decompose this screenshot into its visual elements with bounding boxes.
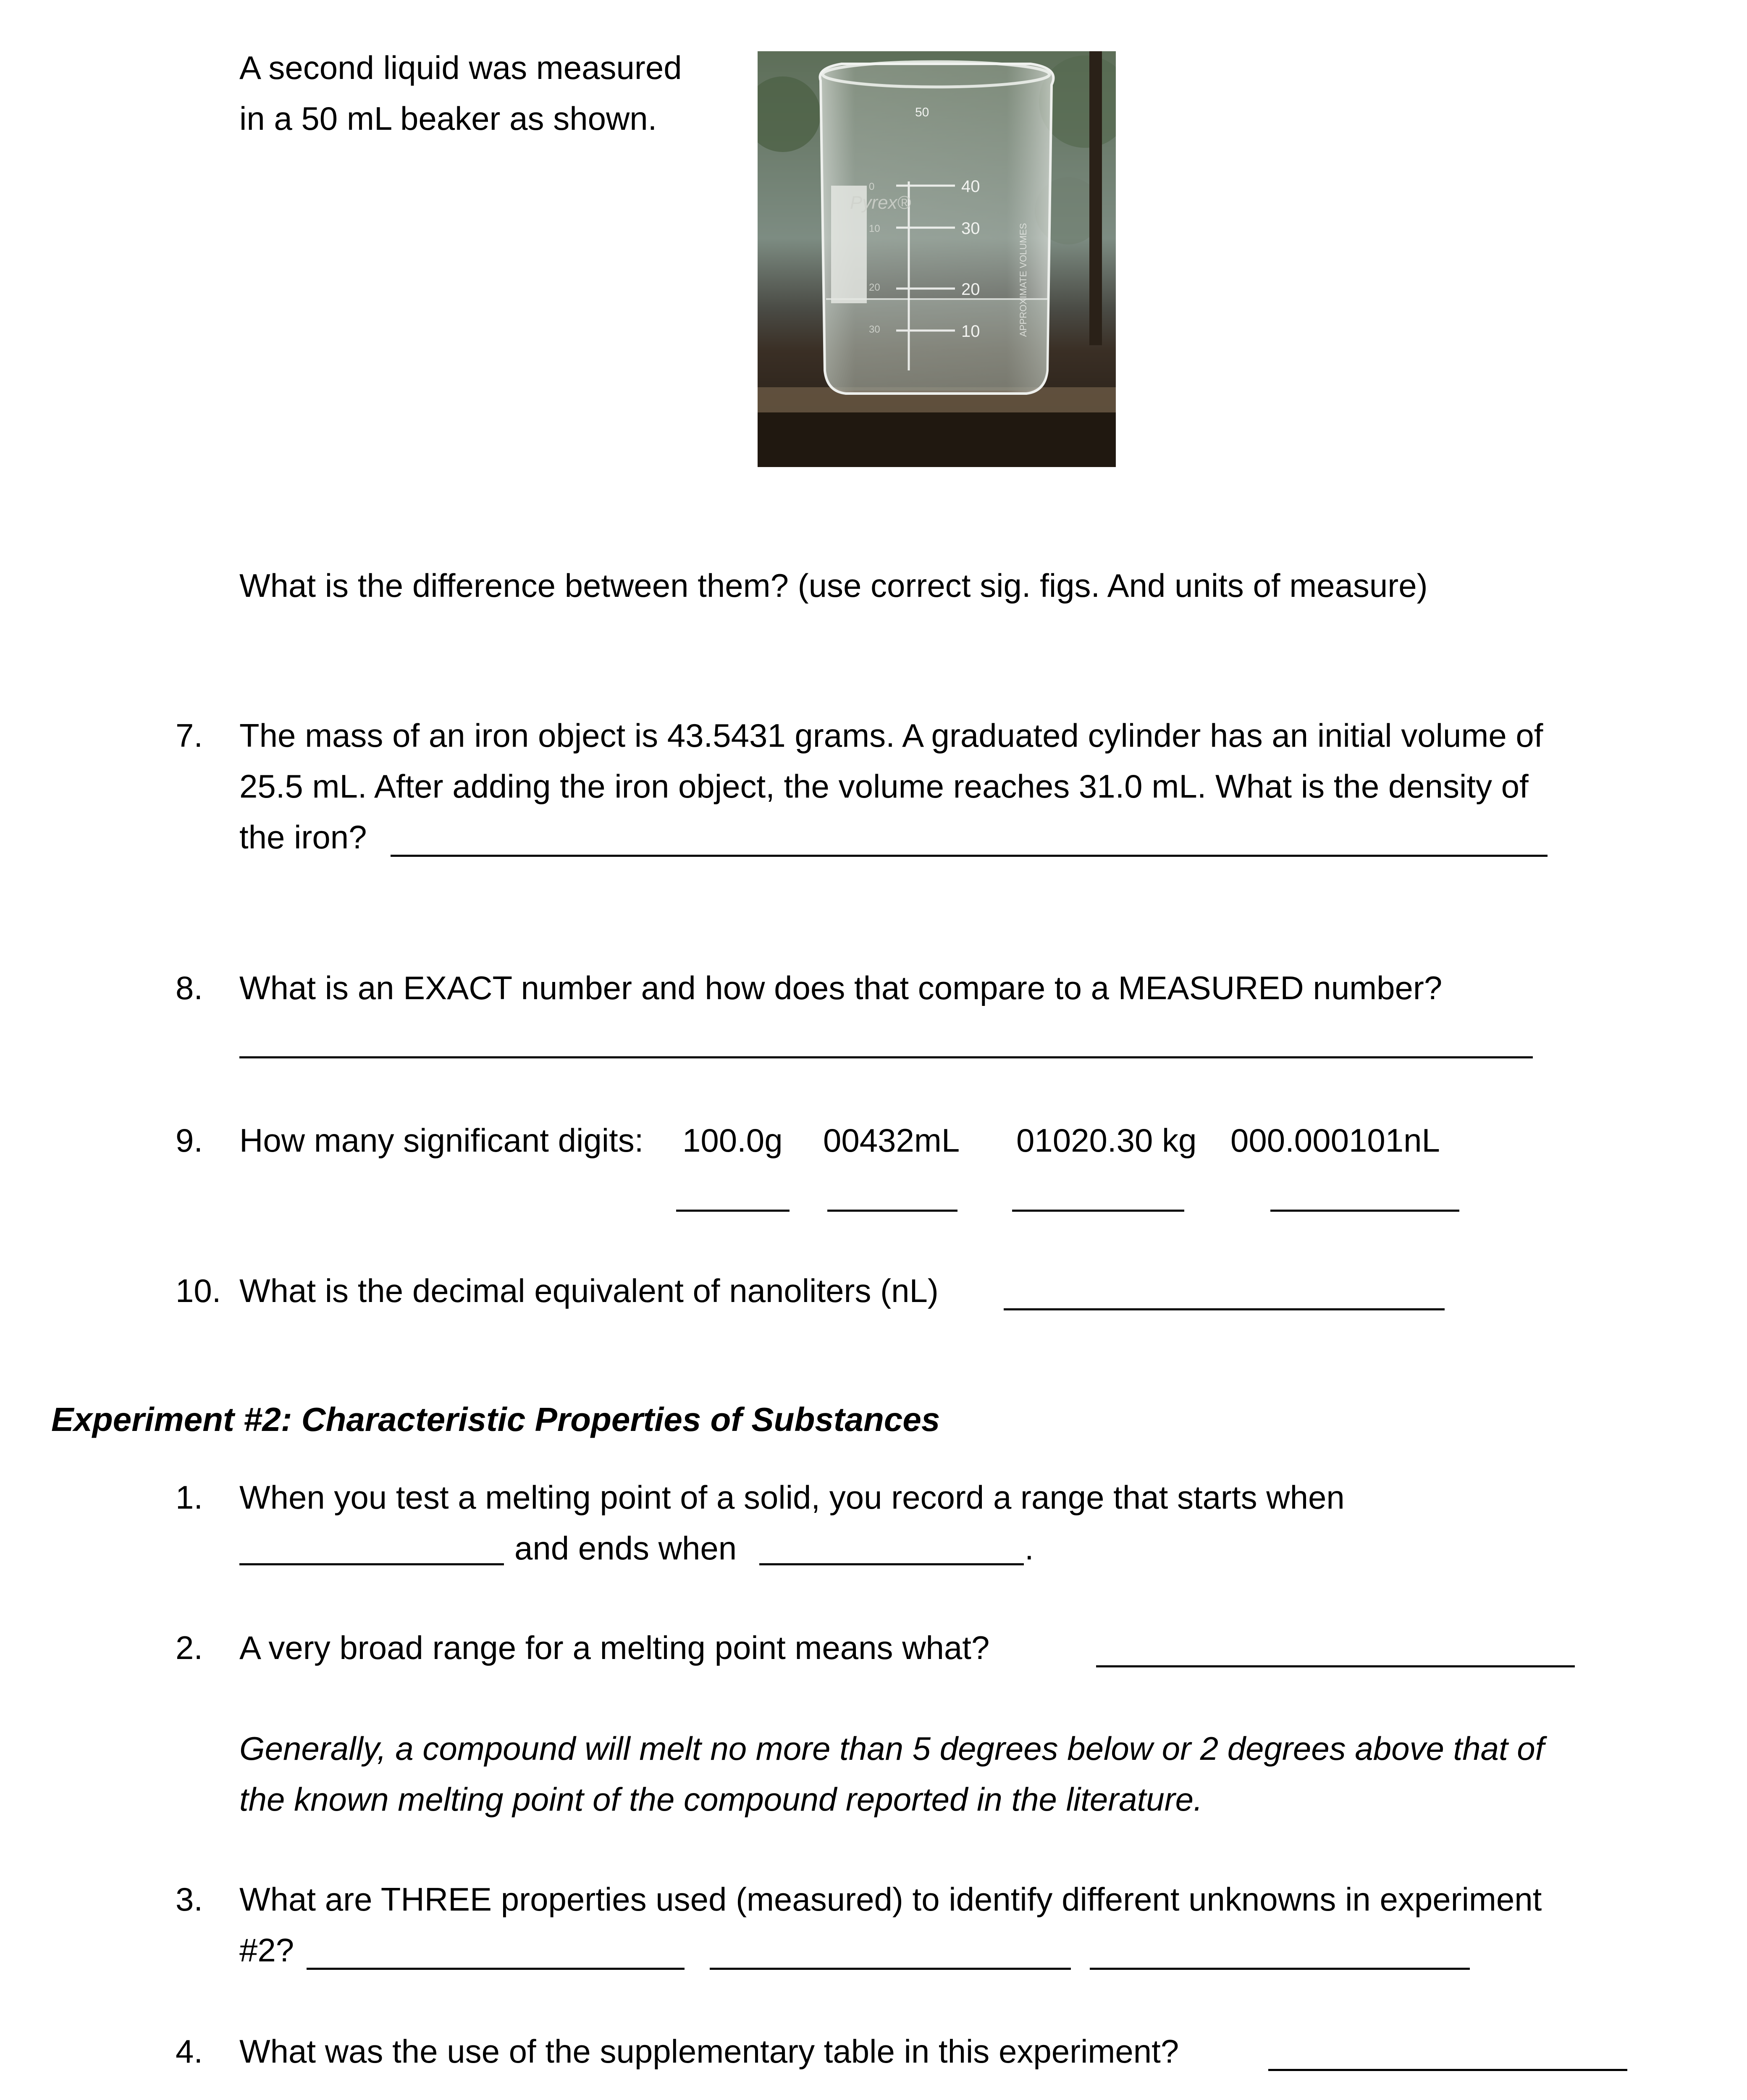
exp2-q3-line-1: What are THREE properties used (measured) to identify different unknowns in experiment bbox=[239, 1881, 1542, 1918]
svg-text:40: 40 bbox=[961, 177, 980, 196]
svg-text:30: 30 bbox=[869, 324, 880, 335]
svg-text:0: 0 bbox=[869, 181, 875, 192]
exp2-q1-period: . bbox=[1025, 1530, 1034, 1567]
svg-text:Pyrex®: Pyrex® bbox=[850, 192, 911, 213]
q9-item-1: 100.0g bbox=[682, 1122, 783, 1159]
svg-text:10: 10 bbox=[961, 322, 980, 341]
q9-answer-blank-3[interactable] bbox=[1012, 1210, 1184, 1212]
melting-point-note-line-1: Generally, a compound will melt no more than 5 degrees below or 2 degrees above that of bbox=[239, 1730, 1545, 1767]
exp2-q3-property-blank-2[interactable] bbox=[710, 1968, 1071, 1970]
svg-text:20: 20 bbox=[869, 282, 880, 293]
svg-text:APPROXIMATE VOLUMES: APPROXIMATE VOLUMES bbox=[1018, 223, 1028, 337]
exp2-q3-line-2: #2? bbox=[239, 1932, 294, 1969]
intro-line-2: in a 50 mL beaker as shown. bbox=[239, 100, 657, 137]
melting-point-note-line-2: the known melting point of the compound reported in the literature. bbox=[239, 1781, 1203, 1818]
exp2-q4-answer-blank[interactable] bbox=[1268, 2069, 1627, 2071]
q7-line-1: The mass of an iron object is 43.5431 grams. A graduated cylinder has an initial volume of bbox=[239, 717, 1543, 754]
exp2-q4-question: What was the use of the supplementary table in this experiment? bbox=[239, 2033, 1179, 2070]
q10-question: What is the decimal equivalent of nanoliters (nL) bbox=[239, 1272, 939, 1309]
q9-item-2: 00432mL bbox=[823, 1122, 960, 1159]
q9-answer-blank-4[interactable] bbox=[1270, 1210, 1459, 1212]
q7-answer-blank[interactable] bbox=[391, 855, 1548, 857]
svg-text:10: 10 bbox=[869, 223, 880, 234]
q9-item-3: 01020.30 kg bbox=[1016, 1122, 1197, 1159]
q7-number: 7. bbox=[176, 717, 203, 754]
q8-number: 8. bbox=[176, 969, 203, 1006]
q9-label: How many significant digits: bbox=[239, 1122, 644, 1159]
q9-item-4: 000.000101nL bbox=[1230, 1122, 1440, 1159]
difference-question: What is the difference between them? (use correct sig. figs. And units of measure) bbox=[239, 567, 1428, 604]
exp2-q1-line-1: When you test a melting point of a solid, you record a range that starts when bbox=[239, 1479, 1345, 1516]
exp2-q1-end-blank[interactable] bbox=[759, 1563, 1024, 1565]
q7-line-2: 25.5 mL. After adding the iron object, the volume reaches 31.0 mL. What is the density of bbox=[239, 768, 1529, 805]
q10-answer-blank[interactable] bbox=[1004, 1308, 1445, 1310]
exp2-q3-property-blank-1[interactable] bbox=[307, 1968, 685, 1970]
q7-line-3: the iron? bbox=[239, 819, 367, 856]
svg-text:20: 20 bbox=[961, 280, 980, 299]
q9-number: 9. bbox=[176, 1122, 203, 1159]
svg-text:30: 30 bbox=[961, 219, 980, 238]
exp2-q2-number: 2. bbox=[176, 1629, 203, 1666]
exp2-q3-property-blank-3[interactable] bbox=[1090, 1968, 1470, 1970]
exp2-q1-middle: and ends when bbox=[514, 1530, 737, 1567]
q9-answer-blank-2[interactable] bbox=[827, 1210, 957, 1212]
exp2-q4-number: 4. bbox=[176, 2033, 203, 2070]
q9-answer-blank-1[interactable] bbox=[676, 1210, 790, 1212]
exp2-q2-question: A very broad range for a melting point means what? bbox=[239, 1629, 990, 1666]
q8-question: What is an EXACT number and how does that compare to a MEASURED number? bbox=[239, 969, 1443, 1006]
beaker-photo bbox=[758, 51, 1116, 467]
exp2-q2-answer-blank[interactable] bbox=[1096, 1665, 1575, 1667]
experiment-2-heading: Experiment #2: Characteristic Properties of Substances bbox=[51, 1401, 940, 1438]
q10-number: 10. bbox=[176, 1272, 221, 1309]
svg-text:50: 50 bbox=[915, 105, 929, 119]
exp2-q1-start-blank[interactable] bbox=[239, 1563, 504, 1565]
intro-line-1: A second liquid was measured bbox=[239, 49, 682, 86]
exp2-q3-number: 3. bbox=[176, 1881, 203, 1918]
exp2-q1-number: 1. bbox=[176, 1479, 203, 1516]
q8-answer-blank[interactable] bbox=[239, 1056, 1533, 1058]
